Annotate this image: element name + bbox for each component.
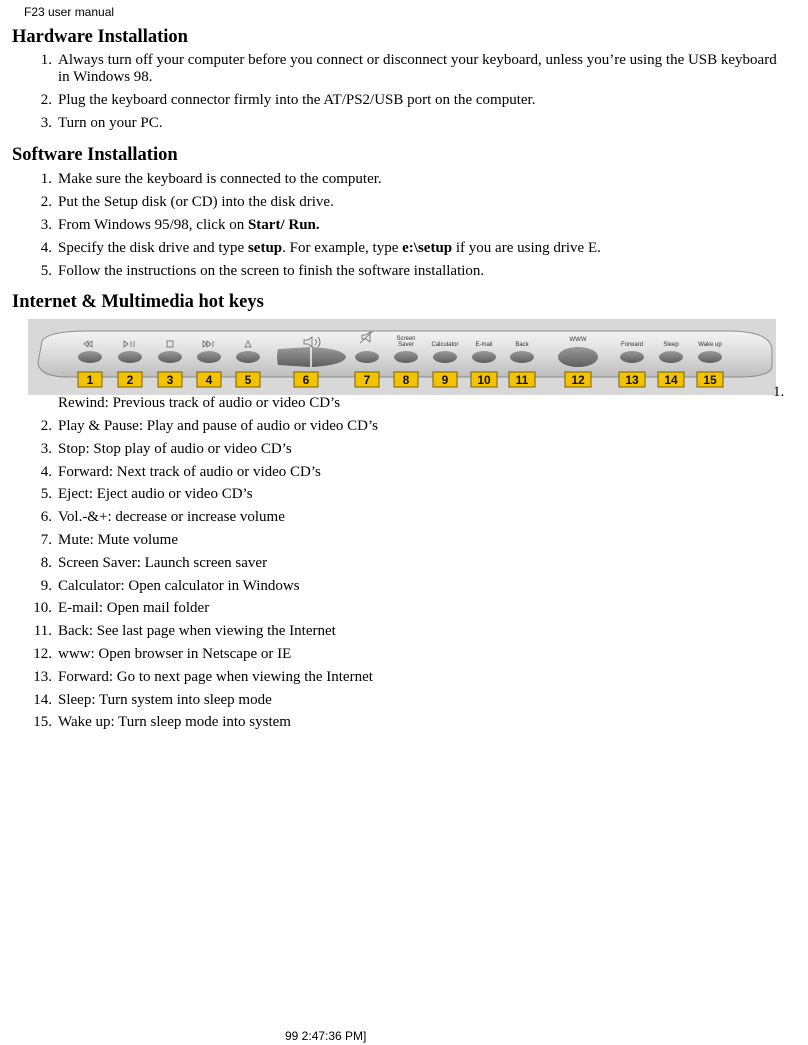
hotkey-description: Stop: Stop play of audio or video CD’s — [58, 440, 292, 457]
screen-saver-key — [394, 351, 418, 363]
step-text-continued: in Windows 98. — [58, 69, 153, 85]
hotkey-item-number-1: 1. — [773, 384, 785, 400]
rewind-key — [78, 351, 102, 363]
list-item: 9. Calculator: Open calculator in Windows — [40, 577, 300, 594]
list-item: 4. Specify the disk drive and type setup. For example, type e:\setup if you are using drive E. — [40, 240, 601, 256]
setup-path-example: e:\setup — [402, 240, 453, 256]
key-number: 5 — [244, 373, 252, 387]
setup-command: setup — [247, 240, 283, 256]
hotkey-description: Back: See last page when viewing the Internet — [58, 623, 336, 640]
key-number: 15 — [703, 373, 717, 387]
email-key — [472, 351, 496, 363]
list-item: 5. Follow the instructions on the screen to finish the software installation. — [40, 263, 485, 279]
key-number: 9 — [441, 373, 449, 387]
page-footer-timestamp: 99 2:47:36 PM] — [285, 1029, 367, 1043]
hotkey-description: Sleep: Turn system into sleep mode — [58, 691, 272, 708]
step-text: Specify the disk drive and type — [58, 240, 248, 256]
list-item: 13. Forward: Go to next page when viewing the Internet — [33, 668, 373, 685]
back-key — [510, 351, 534, 363]
hotkey-description: Forward: Next track of audio or video CD’s — [58, 463, 321, 480]
key-number: 6 — [302, 373, 310, 387]
hardware-installation-heading: Hardware Installation — [12, 27, 188, 47]
screen-saver-label: Saver — [398, 342, 414, 348]
step-text: Always turn off your computer before you connect or disconnect your keyboard, unless you’re using the USB keyboard — [58, 52, 777, 68]
list-item: 2. Play & Pause: Play and pause of audio or video CD’s — [40, 418, 378, 434]
key-number: 13 — [625, 373, 639, 387]
list-item: 10. E-mail: Open mail folder — [33, 600, 210, 617]
key-number: 8 — [402, 373, 410, 387]
hotkeys-list — [0, 418, 798, 737]
volume-down-key — [277, 347, 310, 367]
key-number: 11 — [515, 373, 529, 387]
step-text: Make sure the keyboard is connected to the computer. — [58, 171, 382, 187]
key-number: 4 — [205, 373, 213, 387]
key-number: 14 — [664, 373, 678, 387]
key-number: 10 — [477, 373, 491, 387]
list-item: 6. Vol.-&+: decrease or increase volume — [40, 509, 285, 526]
page-header-label: F23 user manual — [24, 5, 115, 19]
forward-key — [620, 351, 644, 363]
hotkey-description: Wake up: Turn sleep mode into system — [58, 714, 291, 731]
hotkey-item-rewind: Rewind: Previous track of audio or video CD’s — [58, 395, 341, 411]
key-number: 2 — [126, 373, 134, 387]
back-label: Back — [515, 342, 529, 348]
list-item: 1. Always turn off your computer before you connect or disconnect your keyboard, unless you’re using the USB keyboard in Windows 98. — [40, 52, 777, 85]
list-item: 3. Stop: Stop play of audio or video CD’s — [40, 440, 292, 457]
calculator-key — [433, 351, 457, 363]
wake-up-key — [698, 351, 722, 363]
list-item: 12. www: Open browser in Netscape or IE — [33, 645, 292, 662]
hotkey-description: Forward: Go to next page when viewing the Internet — [58, 668, 373, 685]
forward-label: Forward — [620, 342, 644, 348]
list-item: 5. Eject: Eject audio or video CD’s — [40, 486, 253, 503]
list-item: 3. From Windows 95/98, click on Start/ Run. — [40, 217, 320, 233]
www-label: WWW — [569, 337, 587, 343]
sleep-label: Sleep — [663, 342, 679, 348]
key-number: 7 — [363, 373, 371, 387]
mute-key — [355, 351, 379, 363]
software-installation-heading: Software Installation — [12, 145, 178, 165]
keyboard-hotkeys-illustration — [28, 319, 776, 395]
key-number: 12 — [571, 373, 585, 387]
list-item: 3. Turn on your PC. — [40, 115, 163, 131]
stop-key — [158, 351, 182, 363]
step-text: Turn on your PC. — [58, 115, 163, 131]
hardware-steps-list — [0, 52, 798, 138]
list-item: 14. Sleep: Turn system into sleep mode — [33, 691, 272, 708]
hotkey-description: E-mail: Open mail folder — [58, 600, 210, 617]
list-item: 11. Back: See last page when viewing the Internet — [33, 623, 336, 640]
step-text: Plug the keyboard connector firmly into the AT/PS2/USB port on the computer. — [58, 92, 536, 108]
list-item: 8. Screen Saver: Launch screen saver — [40, 554, 268, 571]
list-item: 2. Plug the keyboard connector firmly into the AT/PS2/USB port on the computer. — [40, 92, 536, 108]
hotkeys-heading: Internet & Multimedia hot keys — [12, 292, 264, 312]
play-pause-key — [118, 351, 142, 363]
step-text: From Windows 95/98, click on — [58, 217, 248, 233]
hotkey-description: Play & Pause: Play and pause of audio or video CD’s — [58, 418, 378, 434]
step-text: Put the Setup disk (or CD) into the disk drive. — [58, 194, 334, 210]
forward-track-key — [197, 351, 221, 363]
list-item: 15. Wake up: Turn sleep mode into system — [33, 714, 291, 731]
calculator-label: Calculator — [431, 342, 459, 348]
wake-up-label: Wake up — [698, 342, 722, 348]
hotkey-description: Mute: Mute volume — [58, 531, 178, 548]
start-run-command: Start/ Run. — [247, 217, 320, 233]
key-number-tags — [78, 372, 723, 387]
software-steps-list — [0, 171, 798, 286]
list-item: 4. Forward: Next track of audio or video CD’s — [40, 463, 321, 480]
step-text: . For example, type — [282, 240, 403, 256]
hotkey-description: www: Open browser in Netscape or IE — [58, 645, 292, 662]
email-label: E-mail — [475, 342, 493, 348]
key-number: 1 — [86, 373, 94, 387]
step-text: Follow the instructions on the screen to finish the software installation. — [58, 263, 485, 279]
screen-saver-label: Screen — [396, 336, 416, 342]
www-key — [558, 347, 598, 367]
key-number: 3 — [166, 373, 174, 387]
step-text: if you are using drive E. — [452, 240, 601, 256]
hotkey-description: Eject: Eject audio or video CD’s — [58, 486, 253, 503]
list-item: 1. Make sure the keyboard is connected to the computer. — [40, 171, 382, 187]
eject-key — [236, 351, 260, 363]
hotkey-description: Vol.-&+: decrease or increase volume — [58, 509, 285, 526]
hotkey-description: Calculator: Open calculator in Windows — [58, 577, 300, 594]
list-item: 2. Put the Setup disk (or CD) into the disk drive. — [40, 194, 334, 210]
sleep-key — [659, 351, 683, 363]
hotkey-description: Screen Saver: Launch screen saver — [58, 554, 268, 571]
list-item: 7. Mute: Mute volume — [40, 531, 178, 548]
